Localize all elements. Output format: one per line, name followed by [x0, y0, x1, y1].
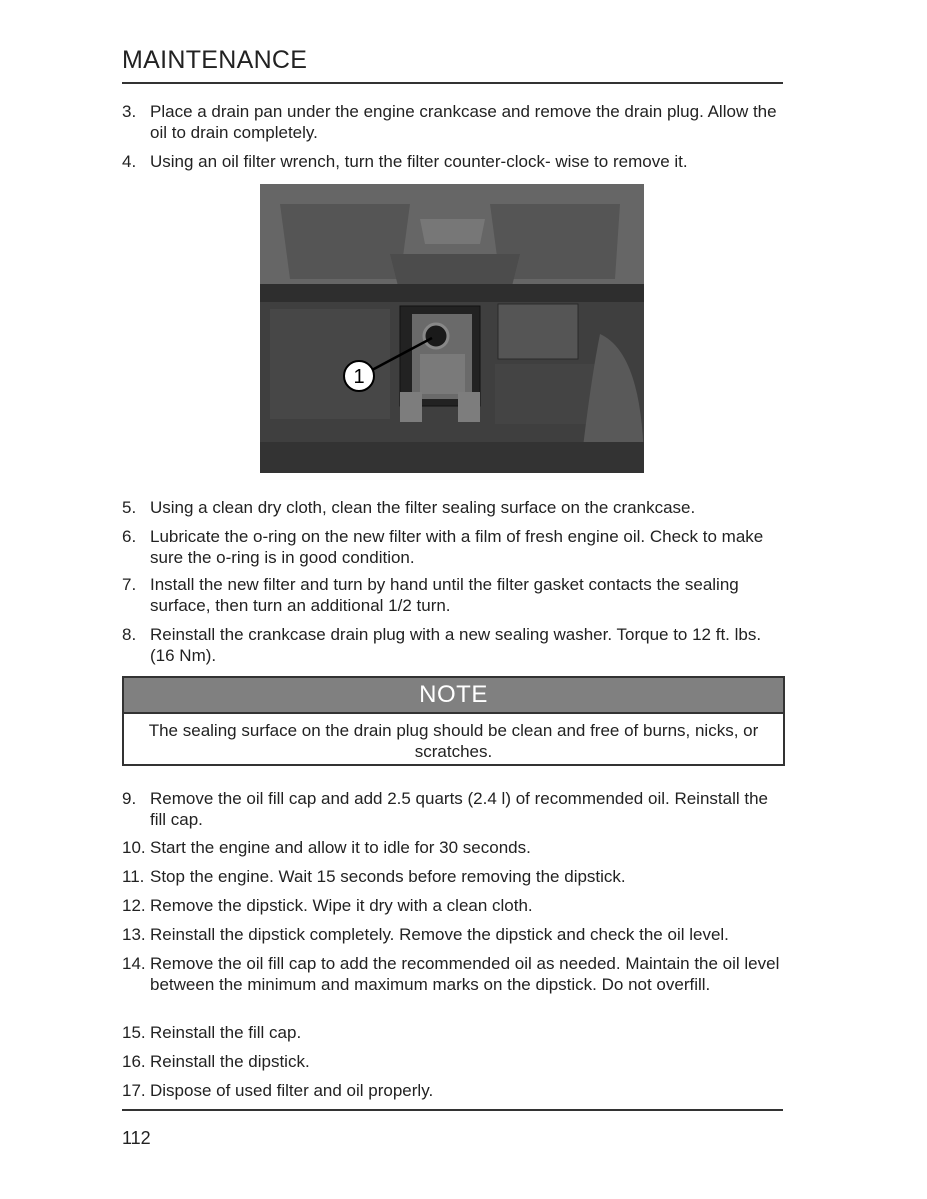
page-number: 112 [122, 1128, 151, 1148]
step-text: Reinstall the crankcase drain plug with a new sealing washer. Torque to 12 ft. lbs. (16 Nm). [150, 625, 762, 665]
step-number: 13. [122, 925, 146, 944]
list-item [122, 1051, 784, 1072]
list-item [122, 624, 784, 666]
step-number: 12. [122, 896, 146, 915]
step-text: Lubricate the o-ring on the new filter with a film of fresh engine oil. Check to make sure the o-ring is in good condition. [150, 527, 764, 567]
step-number: 15. [122, 1023, 146, 1042]
step-number: 3. [122, 102, 137, 121]
header-divider [122, 82, 783, 84]
page-title: MAINTENANCE [122, 46, 308, 74]
step-number: 8. [122, 625, 137, 644]
note-heading: NOTE [124, 678, 783, 714]
step-text: Place a drain pan under the engine crankcase and remove the drain plug. Allow the oil to drain completely. [150, 102, 777, 142]
step-number: 7. [122, 575, 137, 594]
list-item [122, 526, 784, 568]
step-number: 16. [122, 1052, 146, 1071]
list-item [122, 151, 784, 172]
step-number: 14. [122, 954, 146, 973]
note-text: The sealing surface on the drain plug should be clean and free of burns, nicks, or scratches. [148, 721, 759, 761]
step-text: Remove the oil fill cap to add the recommended oil as needed. Maintain the oil level between the minimum and maximum marks on the dipstick. Do not overfill. [150, 954, 780, 994]
step-number: 4. [122, 152, 137, 171]
step-text: Reinstall the fill cap. [150, 1023, 302, 1042]
step-text: Remove the dipstick. Wipe it dry with a clean cloth. [150, 896, 533, 915]
list-item [122, 924, 784, 945]
footer-divider [122, 1109, 783, 1111]
step-text: Install the new filter and turn by hand until the filter gasket contacts the sealing surface, then turn an additional 1/2 turn. [150, 575, 739, 615]
step-number: 17. [122, 1081, 146, 1100]
list-item [122, 866, 784, 887]
list-item [122, 837, 784, 858]
step-text: Using an oil filter wrench, turn the filter counter-clock- wise to remove it. [150, 152, 688, 171]
list-item [122, 1080, 784, 1101]
list-item [122, 1022, 784, 1043]
list-item [122, 497, 784, 518]
callout-label: 1 [353, 366, 365, 388]
step-text: Reinstall the dipstick completely. Remove the dipstick and check the oil level. [150, 925, 729, 944]
step-number: 6. [122, 527, 137, 546]
oil-filter-photo [260, 184, 644, 473]
step-text: Remove the oil fill cap and add 2.5 quarts (2.4 l) of recommended oil. Reinstall the fill cap. [150, 789, 768, 829]
list-item [122, 574, 784, 616]
step-text: Reinstall the dipstick. [150, 1052, 310, 1071]
step-text: Using a clean dry cloth, clean the filter sealing surface on the crankcase. [150, 498, 696, 517]
step-text: Stop the engine. Wait 15 seconds before removing the dipstick. [150, 867, 626, 886]
list-item [122, 788, 784, 830]
step-number: 5. [122, 498, 137, 517]
list-item [122, 953, 784, 995]
list-item [122, 101, 784, 143]
step-number: 10. [122, 838, 146, 857]
step-text: Start the engine and allow it to idle for 30 seconds. [150, 838, 531, 857]
list-item [122, 895, 784, 916]
step-number: 11. [122, 867, 145, 886]
note-box [122, 676, 785, 766]
step-number: 9. [122, 789, 137, 808]
step-text: Dispose of used filter and oil properly. [150, 1081, 434, 1100]
